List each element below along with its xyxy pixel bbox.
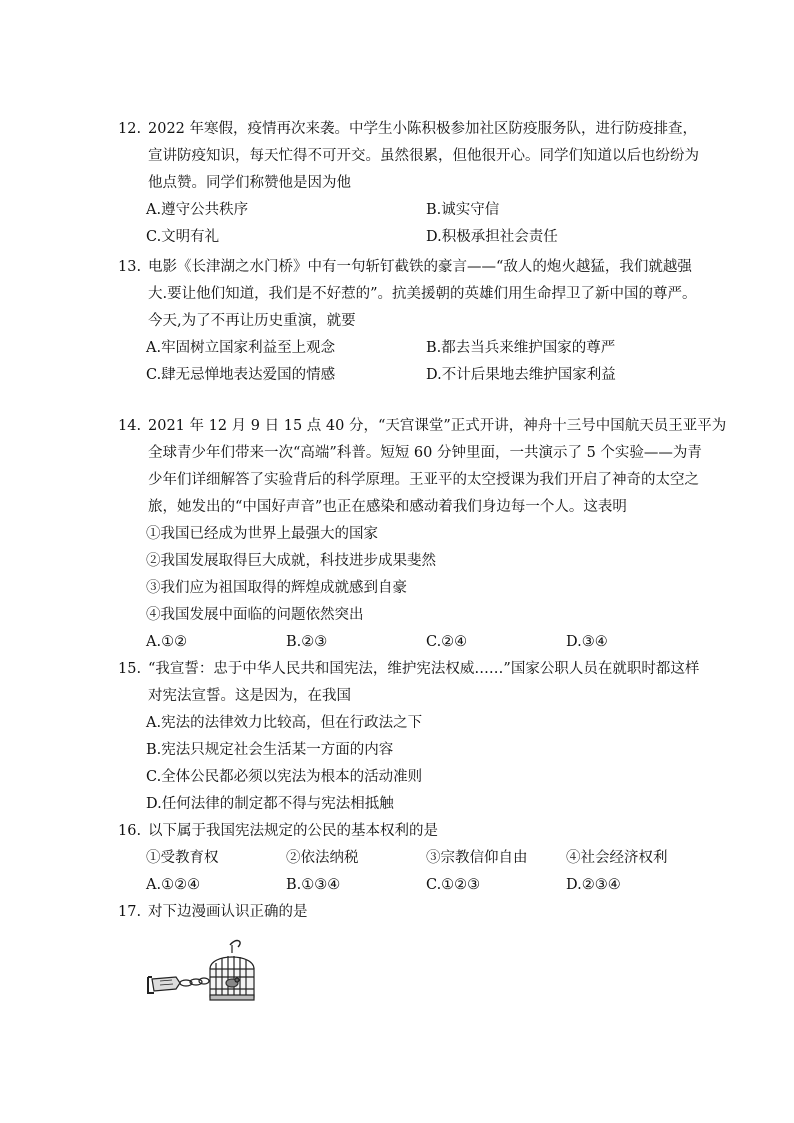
statement-3: ③宗教信仰自由 [426,850,528,866]
statement-2: ②我国发展取得巨大成就，科技进步成果斐然 [146,553,436,569]
question-number: 15. [118,661,142,677]
question-text-line: 对下边漫画认识正确的是 [148,904,308,920]
statement-1: ①受教育权 [146,850,219,866]
question-text-line: 他点赞。同学们称赞他是因为他 [148,175,351,191]
question-text-line: 今天,为了不再让历史重演，就要 [148,313,356,329]
option-a[interactable]: A.①②④ [146,877,201,893]
option-a[interactable]: A.①② [146,634,188,650]
question-text-line: 2022 年寒假，疫情再次来袭。中学生小陈积极参加社区防疫服务队，进行防疫排查， [148,121,698,137]
question-text-line: 对宪法宣誓。这是因为，在我国 [148,688,351,704]
statement-3: ③我们应为祖国取得的辉煌成就感到自豪 [146,580,407,596]
question-text-line: 电影《长津湖之水门桥》中有一句斩钉截铁的豪言——“敌人的炮火越猛，我们就越强 [148,259,692,275]
question-text-line: 2021 年 12 月 9 日 15 点 40 分，“天宫课堂”正式开讲，神舟十三号中国航天员王亚平为 [148,418,727,434]
statement-4: ④我国发展中面临的问题依然突出 [146,607,364,623]
statement-4: ④社会经济权利 [566,850,668,866]
question-text-line: 以下属于我国宪法规定的公民的基本权利的是 [148,823,438,839]
cartoon-image [146,933,256,1003]
option-b[interactable]: B.都去当兵来维护国家的尊严 [426,340,616,356]
option-d[interactable]: D.②③④ [566,877,621,893]
question-text-line: 全球青少年们带来一次“高端”科普。短短 60 分钟里面，一共演示了 5 个实验——为青 [148,445,702,461]
option-b[interactable]: B.②③ [286,634,328,650]
option-a[interactable]: A.遵守公共秩序 [146,202,249,218]
option-a[interactable]: A.宪法的法律效力比较高，但在行政法之下 [146,715,423,731]
option-d[interactable]: D.积极承担社会责任 [426,229,558,245]
option-d[interactable]: D.不计后果地去维护国家利益 [426,367,616,383]
statement-1: ①我国已经成为世界上最强大的国家 [146,526,378,542]
question-number: 16. [118,823,142,839]
question-text-line: 旅，她发出的“中国好声音”也正在感染和感动着我们身边每一个人。这表明 [148,499,627,515]
option-d[interactable]: D.任何法律的制定都不得与宪法相抵触 [146,796,394,812]
option-c[interactable]: C.文明有礼 [146,229,220,245]
option-c[interactable]: C.肆无忌惮地表达爱国的情感 [146,367,336,383]
option-c[interactable]: C.②④ [426,634,468,650]
question-number: 14. [118,418,142,434]
option-a[interactable]: A.牢固树立国家利益至上观念 [146,340,336,356]
question-number: 12. [118,121,142,137]
option-b[interactable]: B.诚实守信 [426,202,500,218]
question-text-line: “我宣誓：忠于中华人民共和国宪法，维护宪法权威……”国家公职人员在就职时都这样 [148,661,700,677]
option-c[interactable]: C.①②③ [426,877,481,893]
statement-2: ②依法纳税 [286,850,359,866]
option-c[interactable]: C.全体公民都必须以宪法为根本的活动准则 [146,769,423,785]
question-number: 17. [118,904,142,920]
option-d[interactable]: D.③④ [566,634,608,650]
question-text-line: 宣讲防疫知识，每天忙得不可开交。虽然很累，但他很开心。同学们知道以后也纷纷为 [148,148,699,164]
question-text-line: 少年们详细解答了实验背后的科学原理。王亚平的太空授课为我们开启了神奇的太空之 [148,472,699,488]
question-number: 13. [118,259,142,275]
option-b[interactable]: B.①③④ [286,877,341,893]
option-b[interactable]: B.宪法只规定社会生活某一方面的内容 [146,742,394,758]
question-text-line: 大.要让他们知道，我们是不好惹的”。抗美援朝的英雄们用生命捍卫了新中国的尊严。 [148,286,697,302]
